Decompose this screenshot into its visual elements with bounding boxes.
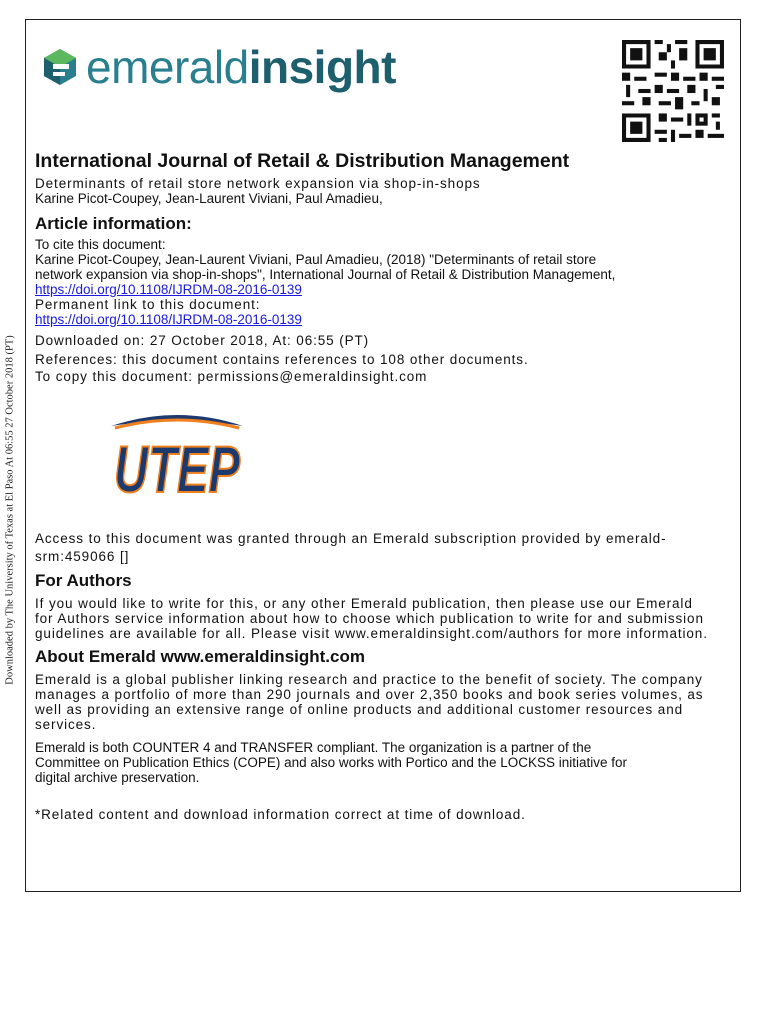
references-count: References: this document contains references to 108 other documents.	[35, 352, 529, 367]
article-authors: Karine Picot-Coupey, Jean-Laurent Viviani, Paul Amadieu,	[35, 191, 383, 206]
about-p1-line-1: Emerald is a global publisher linking research and practice to the benefit of society. The company	[35, 672, 703, 687]
utep-logo-text: UTEP	[114, 432, 241, 506]
citation-line-1: Karine Picot-Coupey, Jean-Laurent Viviani, Paul Amadieu, (2018) "Determinants of retail store	[35, 252, 597, 267]
download-date: Downloaded on: 27 October 2018, At: 06:55 (PT)	[35, 333, 370, 348]
about-p1-line-3: well as providing an extensive range of online products and additional customer resources and	[35, 702, 684, 717]
cover-page-frame	[25, 19, 741, 892]
about-p1-line-4: services.	[35, 717, 97, 732]
citation-doi-link[interactable]: https://doi.org/10.1108/IJRDM-08-2016-0139	[35, 282, 302, 297]
utep-logo	[107, 406, 247, 506]
for-authors-line-2: for Authors service information about how to choose which publication to write for and submission	[35, 611, 704, 626]
cover-content	[35, 150, 735, 822]
logo-text-insight: insight	[248, 41, 396, 93]
emerald-logo-icon	[40, 47, 80, 87]
for-authors-heading: For Authors	[35, 571, 132, 590]
qr-code-icon	[620, 40, 726, 142]
article-info-heading: Article information:	[35, 214, 192, 233]
footnote: *Related content and download information correct at time of download.	[35, 807, 526, 822]
journal-title: International Journal of Retail & Distribution Management	[35, 150, 570, 172]
logo-text-emerald: emerald	[86, 41, 249, 93]
download-watermark-text: Downloaded by The University of Texas at El Paso At 06:55 27 October 2018 (PT)	[4, 335, 16, 685]
access-line-1: Access to this document was granted through an Emerald subscription provided by emerald-	[35, 531, 667, 546]
access-line-2: srm:459066 []	[35, 549, 130, 564]
about-emerald-heading: About Emerald www.emeraldinsight.com	[35, 647, 365, 666]
cite-label: To cite this document:	[35, 237, 166, 252]
for-authors-line-3: guidelines are available for all. Please visit www.emeraldinsight.com/authors for more information.	[35, 626, 708, 641]
article-title: Determinants of retail store network expansion via shop-in-shops	[35, 176, 481, 191]
about-p2-line-1: Emerald is both COUNTER 4 and TRANSFER compliant. The organization is a partner of the	[35, 740, 592, 755]
emerald-insight-logo[interactable]	[40, 42, 396, 92]
permanent-link-label: Permanent link to this document:	[35, 297, 261, 312]
for-authors-line-1: If you would like to write for this, or any other Emerald publication, then please use our Emerald	[35, 596, 693, 611]
permanent-doi-link[interactable]: https://doi.org/10.1108/IJRDM-08-2016-0139	[35, 312, 302, 327]
about-p2-line-2: Committee on Publication Ethics (COPE) and also works with Portico and the LOCKSS initiative for	[35, 755, 628, 770]
citation-line-2: network expansion via shop-in-shops", International Journal of Retail & Distribution Management,	[35, 267, 616, 282]
copy-permissions: To copy this document: permissions@emeraldinsight.com	[35, 369, 428, 384]
about-p1-line-2: manages a portfolio of more than 290 journals and over 2,350 books and book series volumes, as	[35, 687, 704, 702]
about-p2-line-3: digital archive preservation.	[35, 770, 200, 785]
download-watermark	[0, 300, 20, 720]
